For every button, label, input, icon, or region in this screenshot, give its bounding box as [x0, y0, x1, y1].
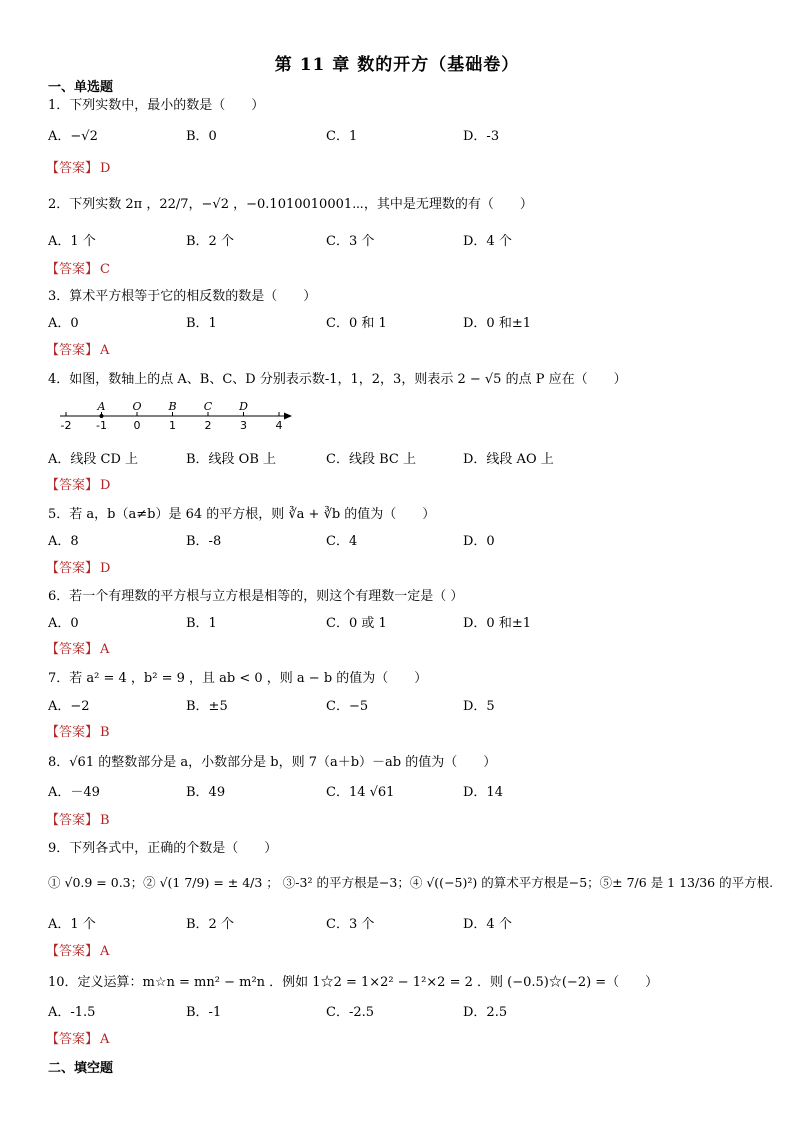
option-a: A．0	[48, 616, 79, 631]
question-8-options	[48, 781, 748, 799]
number-line-point-label: C	[203, 400, 213, 413]
number-line-tick-label: 1	[169, 419, 176, 432]
option-c: C．14 √61	[326, 785, 395, 800]
option-b: B．1	[186, 316, 217, 331]
number-line-point	[100, 414, 104, 418]
question-7-options	[48, 695, 748, 713]
answer-value: A	[100, 343, 110, 358]
question-4-stem: 4．如图，数轴上的点 A、B、C、D 分别表示数-1，1，2，3，则表示 2 − √5 的点 P 应在（ ）	[48, 372, 627, 387]
option-a: A．8	[48, 534, 79, 549]
option-d: D．5	[463, 699, 495, 714]
question-3-stem: 3．算术平方根等于它的相反数的数是（ ）	[48, 289, 317, 304]
answer-tag: 【答案】	[46, 343, 99, 358]
question-2-stem: 2．下列实数 2π ，22/7，−√2 ，−0.1010010001⋯，其中是无理数的有（ ）	[48, 197, 533, 212]
question-8-answer	[46, 809, 110, 828]
option-d: D．线段 AO 上	[463, 452, 554, 467]
number-line-arrow	[284, 413, 292, 420]
question-6-stem: 6．若一个有理数的平方根与立方根是相等的，则这个有理数一定是（ ）	[48, 589, 464, 604]
option-b: B．-1	[186, 1005, 222, 1020]
question-7-stem: 7．若 a² = 4 ，b² = 9 ，且 ab < 0 ，则 a − b 的值为（ ）	[48, 671, 428, 686]
question-3-options	[48, 312, 748, 330]
answer-value: A	[100, 1032, 110, 1047]
answer-tag: 【答案】	[46, 1032, 99, 1047]
option-d: D．14	[463, 785, 503, 800]
option-a: A．−2	[48, 699, 90, 714]
section-heading-fill-in: 二、填空题	[48, 1061, 114, 1076]
option-a: A．−√2	[48, 129, 98, 144]
answer-tag: 【答案】	[46, 725, 99, 740]
question-5-answer	[46, 557, 110, 576]
question-10-options	[48, 1001, 748, 1019]
answer-value: B	[100, 725, 110, 740]
option-c: C．3 个	[326, 917, 375, 932]
number-line-tick-label: -2	[60, 419, 72, 432]
number-line-point-label: O	[132, 400, 142, 413]
option-b: B．1	[186, 616, 217, 631]
option-b: B．线段 OB 上	[186, 452, 277, 467]
question-10-stem: 10．定义运算：m☆n = mn² − m²n ．例如 1☆2 = 1×2² − 1²×2 = 2 ．则 (−0.5)☆(−2) =（ ）	[48, 975, 659, 990]
question-9-answer	[46, 940, 109, 959]
option-b: B．0	[186, 129, 217, 144]
number-line-tick-label: 3	[240, 419, 247, 432]
number-line-tick-label: 0	[133, 419, 141, 432]
answer-value: D	[100, 478, 111, 493]
answer-tag: 【答案】	[46, 161, 99, 176]
answer-tag: 【答案】	[46, 813, 99, 828]
option-d: D．4 个	[463, 234, 512, 249]
question-7-answer	[46, 721, 110, 740]
section-heading-single-choice: 一、单选题	[48, 80, 114, 95]
option-d: D．-3	[463, 129, 500, 144]
number-line-point-label: D	[239, 400, 248, 413]
question-8-stem: 8．√61 的整数部分是 a，小数部分是 b，则 7（a＋b）－ab 的值为（ ）	[48, 755, 497, 770]
option-c: C．0 和 1	[326, 316, 387, 331]
option-c: C．3 个	[326, 234, 375, 249]
question-6-answer	[46, 638, 109, 657]
answer-value: D	[100, 561, 111, 576]
number-line-point-label: B	[168, 400, 177, 413]
page-title: 第 11 章 数的开方（基础卷）	[274, 55, 520, 75]
option-c: C．-2.5	[326, 1005, 375, 1020]
answer-tag: 【答案】	[46, 561, 99, 576]
number-line-figure	[56, 398, 296, 434]
answer-value: C	[100, 262, 110, 277]
answer-value: D	[100, 161, 111, 176]
question-3-answer	[46, 339, 109, 358]
option-b: B．2 个	[186, 917, 234, 932]
question-10-answer	[46, 1028, 109, 1047]
question-5-options	[48, 530, 748, 548]
question-1-answer	[46, 157, 110, 176]
question-9-options	[48, 913, 748, 931]
question-5-stem: 5．若 a，b（a≠b）是 64 的平方根，则 ∛a + ∛b 的值为（ ）	[48, 507, 436, 522]
answer-tag: 【答案】	[46, 262, 99, 277]
question-4-answer	[46, 474, 110, 493]
question-4-options	[48, 448, 748, 466]
question-1-options	[48, 125, 748, 143]
question-9-statements: ① √0.9 = 0.3；② √(1 7/9) = ± 4/3 ； ③-3² 的平方根是−3；④ √((−5)²) 的算术平方根是−5；⑤± 7/6 是 1 13/36 的平方根.	[48, 875, 774, 890]
option-a: A．0	[48, 316, 79, 331]
number-line-point-label: A	[97, 400, 106, 413]
answer-value: B	[100, 813, 110, 828]
option-d: D．0 和±1	[463, 616, 531, 631]
question-2-answer	[46, 258, 110, 277]
number-line-svg	[56, 398, 296, 434]
option-a: A．－49	[48, 785, 100, 800]
answer-tag: 【答案】	[46, 944, 99, 959]
option-d: D．2.5	[463, 1005, 508, 1020]
option-d: D．4 个	[463, 917, 512, 932]
option-a: A．1 个	[48, 917, 96, 932]
question-1-stem: 1．下列实数中，最小的数是（ ）	[48, 98, 265, 113]
option-a: A．1 个	[48, 234, 96, 249]
option-c: C．线段 BC 上	[326, 452, 416, 467]
question-2-options	[48, 230, 748, 248]
number-line-tick-label: -1	[96, 419, 107, 432]
option-c: C．4	[326, 534, 358, 549]
option-b: B．-8	[186, 534, 222, 549]
option-a: A．-1.5	[48, 1005, 96, 1020]
question-6-options	[48, 612, 748, 630]
number-line-tick-label: 4	[275, 419, 283, 432]
answer-tag: 【答案】	[46, 478, 99, 493]
question-9-stem: 9．下列各式中，正确的个数是（ ）	[48, 841, 278, 856]
option-c: C．−5	[326, 699, 369, 714]
option-b: B．2 个	[186, 234, 234, 249]
option-c: C．0 或 1	[326, 616, 387, 631]
answer-tag: 【答案】	[46, 642, 99, 657]
answer-value: A	[100, 642, 110, 657]
option-d: D．0 和±1	[463, 316, 531, 331]
option-d: D．0	[463, 534, 495, 549]
number-line-tick-label: 2	[204, 419, 212, 432]
option-a: A．线段 CD 上	[48, 452, 139, 467]
option-b: B．±5	[186, 699, 228, 714]
option-b: B．49	[186, 785, 226, 800]
answer-value: A	[100, 944, 110, 959]
option-c: C．1	[326, 129, 358, 144]
